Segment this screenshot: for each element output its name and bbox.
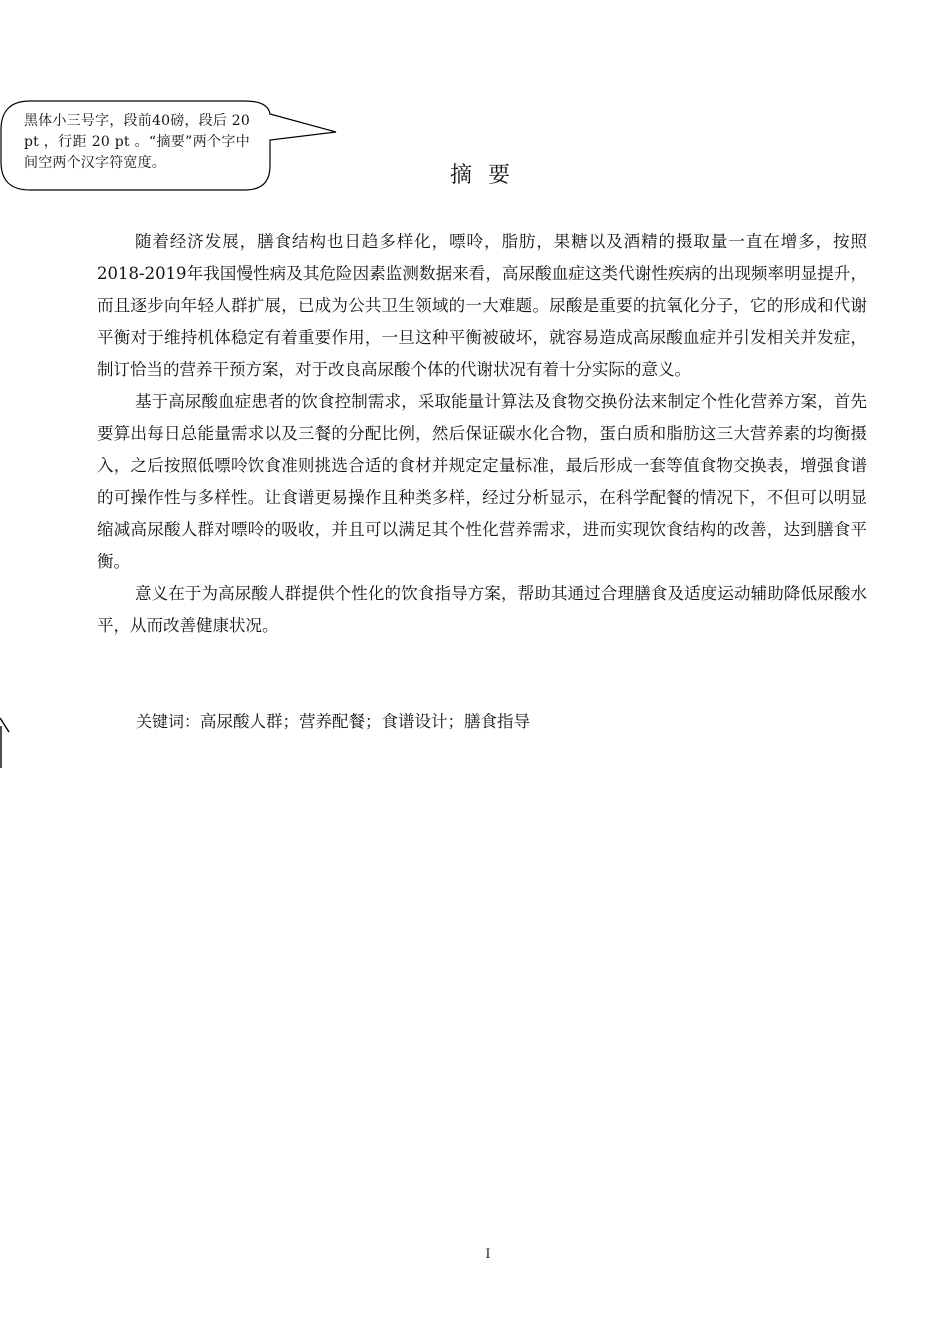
keywords-value: 高尿酸人群；营养配餐；食谱设计；膳食指导 xyxy=(200,712,531,731)
abstract-paragraph-2: 基于高尿酸血症患者的饮食控制需求，采取能量计算法及食物交换份法来制定个性化营养方案，首先要算出每日总能量需求以及三餐的分配比例，然后保证碳水化合物，蛋白质和脂肪这三大营养素的均衡摄入，之后按照低嘌呤饮食准则挑选合适的食材并规定定量标准，最后形成一套等值食物交换表，增强食谱的可操作性与多样性。让食谱更易操作且种类多样，经过分析显示，在科学配餐的情况下，不但可以明显缩减高尿酸人群对嘌呤的吸收，并且可以满足其个性化营养需求，进而实现饮食结构的改善，达到膳食平衡。 xyxy=(97,392,867,571)
callout-text: 黑体小三号字，段前40磅，段后 20 pt ，行距 20 pt 。“摘要”两个字中间空两个汉字符宽度。 xyxy=(24,113,250,171)
abstract-body xyxy=(97,226,867,642)
abstract-paragraph-1: 随着经济发展，膳食结构也日趋多样化，嘌呤，脂肪，果糖以及酒精的摄取量一直在增多，按照2018-2019年我国慢性病及其危险因素监测数据来看，高尿酸血症这类代谢性疾病的出现频率明显提升，而且逐步向年轻人群扩展，已成为公共卫生领域的一大难题。尿酸是重要的抗氧化分子，它的形成和代谢平衡对于维持机体稳定有着重要作用，一旦这种平衡被破坏，就容易造成高尿酸血症并引发相关并发症，制订恰当的营养干预方案，对于改良高尿酸个体的代谢状况有着十分实际的意义。 xyxy=(97,232,867,379)
margin-arrow-icon xyxy=(0,716,12,776)
abstract-paragraph-3: 意义在于为高尿酸人群提供个性化的饮食指导方案，帮助其通过合理膳食及适度运动辅助降低尿酸水平，从而改善健康状况。 xyxy=(97,584,867,635)
keywords-label: 关键词： xyxy=(136,712,201,731)
abstract-title: 摘要 xyxy=(449,163,526,188)
keywords-line xyxy=(136,706,530,738)
page-number: I xyxy=(485,1247,491,1262)
